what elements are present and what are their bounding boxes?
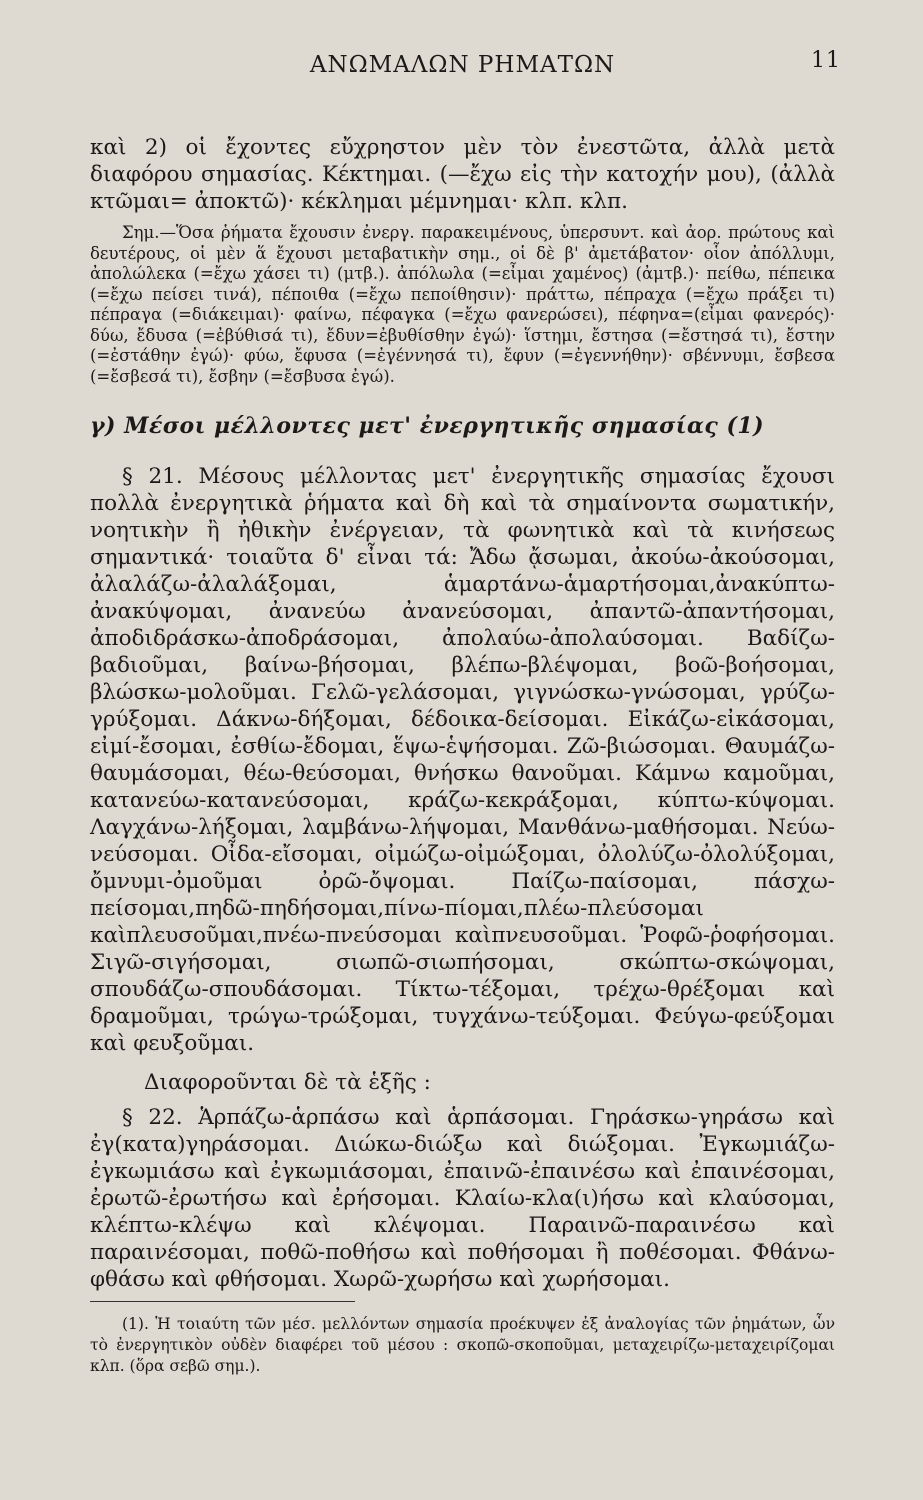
section-heading: γ) Μέσοι μέλλοντες μετ' ἐνεργητικῆς σημασίας (1) — [90, 413, 765, 439]
running-title: ΑΝΩΜΑΛΩΝ ΡΗΜΑΤΩΝ — [309, 52, 616, 78]
note-paragraph: Σημ.—Ὅσα ῥήματα ἔχουσιν ἐνεργ. παρακειμένους, ὑπερσυντ. καὶ ἀορ. πρώτους καὶ δευτέρους, οἱ μὲν ἅ ἔχουσι μεταβατικὴν σημ., οἱ δὲ β' ἀμετάβατον· οἷον ἀπόλλυμι, ἀπολώλεκα (=ἔχω χάσει τι) (μτβ.). ἀπόλωλα (=εἶμαι χαμένος) (ἀμτβ.)· πείθω, πέπεικα (=ἔχω πείσει τινά), πέποιθα (=ἔχω πεποίθησιν)· πράττω, πέπραχα (=ἔχω πράξει τι) πέπραγα (=διάκειμαι)· φαίνω, πέφαγκα (=ἔχω φανερώσει), πέφηνα=(εἶμαι φανερός)· δύω, ἔδυσα (=ἐβύθισά τι), ἔδυν=ἐβυθίσθην ἐγώ)· ἵστημι, ἔστησα (=ἔστησά τι), ἔστην (=ἐστάθην ἐγώ)· φύω, ἔφυσα (=ἐγέννησά τι), ἔφυν (=ἐγεννήθην)· σβέννυμι, ἔσβεσα (=ἔσβεσά τι), ἔσβην (=ἔσβυσα ἐγώ). — [90, 223, 835, 386]
footnote-divider — [90, 1301, 355, 1302]
running-header — [90, 40, 841, 80]
page-number: 11 — [811, 48, 841, 73]
intro-paragraph: καὶ 2) οἱ ἔχοντες εὔχρηστον μὲν τὸν ἐνεστῶτα, ἀλλὰ μετὰ διαφόρου σημασίας. Κέκτημαι. (—ἔχω εἰς τὴν κατοχήν μου), (ἀλλὰ κτῶμαι= ἀποκτῶ)· κέκλημαι μέμνημαι· κλπ. κλπ. — [90, 135, 835, 214]
section-21-paragraph: § 21. Μέσους μέλλοντας μετ' ἐνεργητικῆς σημασίας ἔχουσι πολλὰ ἐνεργητικὰ ῥήματα καὶ δὴ καὶ τὰ σημαίνοντα σωματικήν, νοητικὴν ἢ ἠθικὴν ἐνέργειαν, τὰ φωνητικὰ καὶ τὰ κινήσεως σημαντικά· τοιαῦτα δ' εἶναι τά: Ἄδω ᾄσωμαι, ἀκούω-ἀκούσομαι, ἀλαλάζω-ἀλαλάξομαι, ἁμαρτάνω-ἁμαρτήσομαι,ἀνακύπτω-ἀνακύψομαι, ἀνανεύω ἀνανεύσομαι, ἀπαντῶ-ἀπαντήσομαι, ἀποδιδράσκω-ἀποδράσομαι, ἀπολαύω-ἀπολαύσομαι. Βαδίζω-βαδιοῦμαι, βαίνω-βήσομαι, βλέπω-βλέψομαι, βοῶ-βοήσομαι, βλώσκω-μολοῦμαι. Γελῶ-γελάσομαι, γιγνώσκω-γνώσομαι, γρύζω-γρύξομαι. Δάκνω-δήξομαι, δέδοικα-δείσομαι. Εἰκάζω-εἰκάσομαι, εἰμί-ἔσομαι, ἐσθίω-ἔδομαι, ἕψω-ἑψήσομαι. Ζῶ-βιώσομαι. Θαυμάζω-θαυμάσομαι, θέω-θεύσομαι, θνήσκω θανοῦμαι. Κάμνω καμοῦμαι, κατανεύω-κατανεύσομαι, κράζω-κεκράξομαι, κύπτω-κύψομαι. Λαγχάνω-λήξομαι, λαμβάνω-λήψομαι, Μανθάνω-μαθήσομαι. Νεύω-νεύσομαι. Οἶδα-εἴσομαι, οἰμώζω-οἰμώξομαι, ὀλολύζω-ὀλολύξομαι, ὄμνυμι-ὀμοῦμαι ὀρῶ-ὄψομαι. Παίζω-παίσομαι, πάσχω-πείσομαι,πηδῶ-πηδήσομαι,πίνω-πίομαι,πλέω-πλεύσομαι καὶπλευσοῦμαι,πνέω-πνεύσομαι καὶπνευσοῦμαι. Ῥοφῶ-ῥοφήσομαι. Σιγῶ-σιγήσομαι, σιωπῶ-σιωπήσομαι, σκώπτω-σκώψομαι, σπουδάζω-σπουδάσομαι. Τίκτω-τέξομαι, τρέχω-θρέξομαι καὶ δραμοῦμαι, τρώγω-τρώξομαι, τυγχάνω-τεύξομαι. Φεύγω-φεύξομαι καὶ φευξοῦμαι. — [90, 464, 835, 1056]
footnote: (1). Ἡ τοιαύτη τῶν μέσ. μελλόντων σημασία προέκυψεν ἐξ ἀναλογίας τῶν ῥημάτων, ὧν τὸ ἐνεργητικὸν οὐδὲν διαφέρει τοῦ μέσου : σκοπῶ-σκοποῦμαι, μεταχειρίζω-μεταχειρίζομαι κλπ. (ὅρα σεβῶ σημ.). — [90, 1315, 835, 1375]
section-22-paragraph: § 22. Ἁρπάζω-ἁρπάσω καὶ ἁρπάσομαι. Γηράσκω-γηράσω καὶ ἐγ(κατα)γηράσομαι. Διώκω-διώξω καὶ διώξομαι. Ἐγκωμιάζω-ἐγκωμιάσω καὶ ἐγκωμιάσομαι, ἐπαινῶ-ἐπαινέσω καὶ ἐπαινέσομαι, ἐρωτῶ-ἐρωτήσω καὶ ἐρήσομαι. Κλαίω-κλα(ι)ήσω καὶ κλαύσομαι, κλέπτω-κλέψω καὶ κλέψομαι. Παραινῶ-παραινέσω καὶ παραινέσομαι, ποθῶ-ποθήσω καὶ ποθήσομαι ἢ ποθέσομαι. Φθάνω-φθάσω καὶ φθήσομαι. Χωρῶ-χωρήσω καὶ χωρήσομαι. — [90, 1105, 835, 1292]
differ-line: Διαφοροῦνται δὲ τὰ ἑξῆς : — [144, 1070, 431, 1095]
